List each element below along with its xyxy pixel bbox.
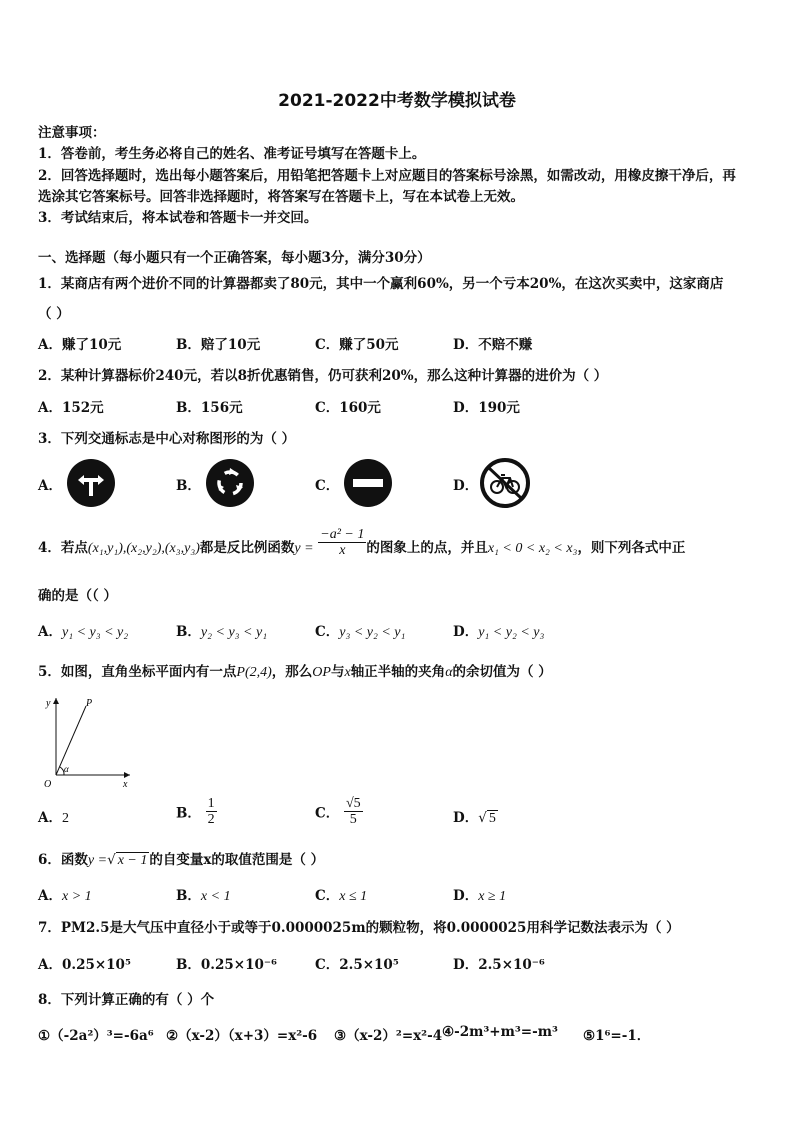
- q4-stem: 4．若点(x₁,y₁),(x₂,y₂),(x₃,y₃)都是反比例函数y = $\frac{\text{−a² − 1}}{x}$ 的图象上的点，并且x₁ < 0 < x₂ < x₃，则下列各式中正: [38, 527, 686, 558]
- q8-item-3: ③（x-2）²=x²-4: [334, 1028, 443, 1044]
- q4-stem-cont: 确的是（（ ）: [38, 588, 117, 604]
- q6-option-d: D．x ≥ 1: [453, 888, 507, 904]
- q8-item-2: ②（x-2）（x+3）=x²-6: [166, 1028, 318, 1044]
- q4-points: (x₁,y₁),(x₂,y₂),(x₃,y₃): [87, 541, 200, 556]
- note-line-3: 选涂其它答案标号。回答非选择题时，将答案写在答题卡上，写在本试卷上无效。: [38, 189, 524, 205]
- q7-option-a: A．0.25×10⁵: [38, 957, 131, 973]
- q3-label-b: B．: [176, 478, 201, 494]
- fig-o-label: O: [44, 779, 52, 790]
- roundabout-sign-icon: [205, 458, 255, 512]
- q6-option-a: A．x > 1: [38, 888, 92, 904]
- q4-option-d: D．y₁ < y₂ < y₃: [453, 624, 545, 640]
- q8-stem: 8．下列计算正确的有（ ）个: [38, 992, 215, 1008]
- section-heading: 一、选择题（每小题只有一个正确答案，每小题3分，满分30分）: [38, 250, 431, 266]
- q3-label-a: A．: [38, 478, 62, 494]
- turn-left-right-sign-icon: [66, 458, 116, 512]
- q8-item-4: ④-2m³+m³=-m³: [442, 1024, 558, 1040]
- q7-stem: 7．PM2.5是大气压中直径小于或等于0.0000025m的颗粒物，将0.0000025用科学记数法表示为（ ）: [38, 920, 680, 936]
- q4-condition: x₁ < 0 < x₂ < x₃: [487, 541, 578, 556]
- q1-option-c: C．赚了50元: [315, 337, 399, 353]
- q8-item-5: ⑤1⁶=-1．: [583, 1028, 651, 1044]
- q3-stem: 3．下列交通标志是中心对称图形的为（ ）: [38, 431, 296, 447]
- q1-stem-cont: （ ）: [38, 306, 70, 322]
- q2-option-d: D．190元: [453, 400, 520, 416]
- fig-alpha-label: α: [64, 764, 69, 774]
- q7-option-b: B．0.25×10⁻⁶: [176, 957, 277, 973]
- notes-heading: 注意事项：: [38, 125, 106, 141]
- q8-item-1: ①（-2a²）³=-6a⁶: [38, 1028, 154, 1044]
- q5-coordinate-figure: [38, 692, 138, 796]
- q2-option-a: A．152元: [38, 400, 104, 416]
- q5-option-b: B． $\frac{1}{2}$: [176, 796, 215, 827]
- q1-option-d: D．不赔不赚: [453, 337, 533, 353]
- fig-y-label: y: [46, 698, 51, 709]
- q5-stem: 5．如图，直角坐标平面内有一点P(2,4)，那么OP与x轴正半轴的夹角α的余切值为（ ）: [38, 664, 552, 680]
- q7-option-c: C．2.5×10⁵: [315, 957, 399, 973]
- q6-stem: 6．函数y =√ x − 1 的自变量x的取值范围是（ ）: [38, 852, 325, 868]
- q6-option-c: C．x ≤ 1: [315, 888, 368, 904]
- fig-x-label: x: [123, 779, 128, 790]
- q4-fraction: $\frac{\text{−a² − 1}}{x}$: [320, 527, 365, 558]
- q4-option-b: B．y₂ < y₃ < y₁: [176, 624, 268, 640]
- no-entry-sign-icon: [343, 458, 393, 512]
- q4-option-a: A．y₁ < y₃ < y₂: [38, 624, 129, 640]
- q2-option-c: C．160元: [315, 400, 381, 416]
- q7-option-d: D．2.5×10⁻⁶: [453, 957, 545, 973]
- q2-option-b: B．156元: [176, 400, 243, 416]
- note-line-2: 2．回答选择题时，选出每小题答案后，用铅笔把答题卡上对应题目的答案标号涂黑，如需改动，用橡皮擦干净后，再: [38, 168, 736, 184]
- q1-option-b: B．赔了10元: [176, 337, 261, 353]
- q5-option-c: C． $\frac{√5}{5}$: [315, 796, 361, 827]
- fig-p-label: P: [86, 698, 93, 709]
- note-line-4: 3．考试结束后，将本试卷和答题卡一并交回。: [38, 210, 318, 226]
- q5-option-a: A．2: [38, 810, 69, 826]
- q2-stem: 2．某种计算器标价240元，若以8折优惠销售，仍可获利20%，那么这种计算器的进价为（ ）: [38, 368, 608, 384]
- no-bicycles-sign-icon: [480, 458, 530, 512]
- q6-option-b: B．x < 1: [176, 888, 231, 904]
- q5-option-d: D．√ 5: [453, 810, 496, 826]
- q3-label-d: D．: [453, 478, 479, 494]
- q4-option-c: C．y₃ < y₂ < y₁: [315, 624, 406, 640]
- q3-label-c: C．: [315, 478, 340, 494]
- note-line-1: 1．答卷前，考生务必将自己的姓名、准考证号填写在答题卡上。: [38, 146, 426, 162]
- q1-stem: 1．某商店有两个进价不同的计算器都卖了80元，其中一个赢利60%，另一个亏本20%，在这次买卖中，这家商店: [38, 276, 724, 292]
- q1-option-a: A．赚了10元: [38, 337, 122, 353]
- page-title: 2021-2022中考数学模拟试卷: [278, 91, 516, 111]
